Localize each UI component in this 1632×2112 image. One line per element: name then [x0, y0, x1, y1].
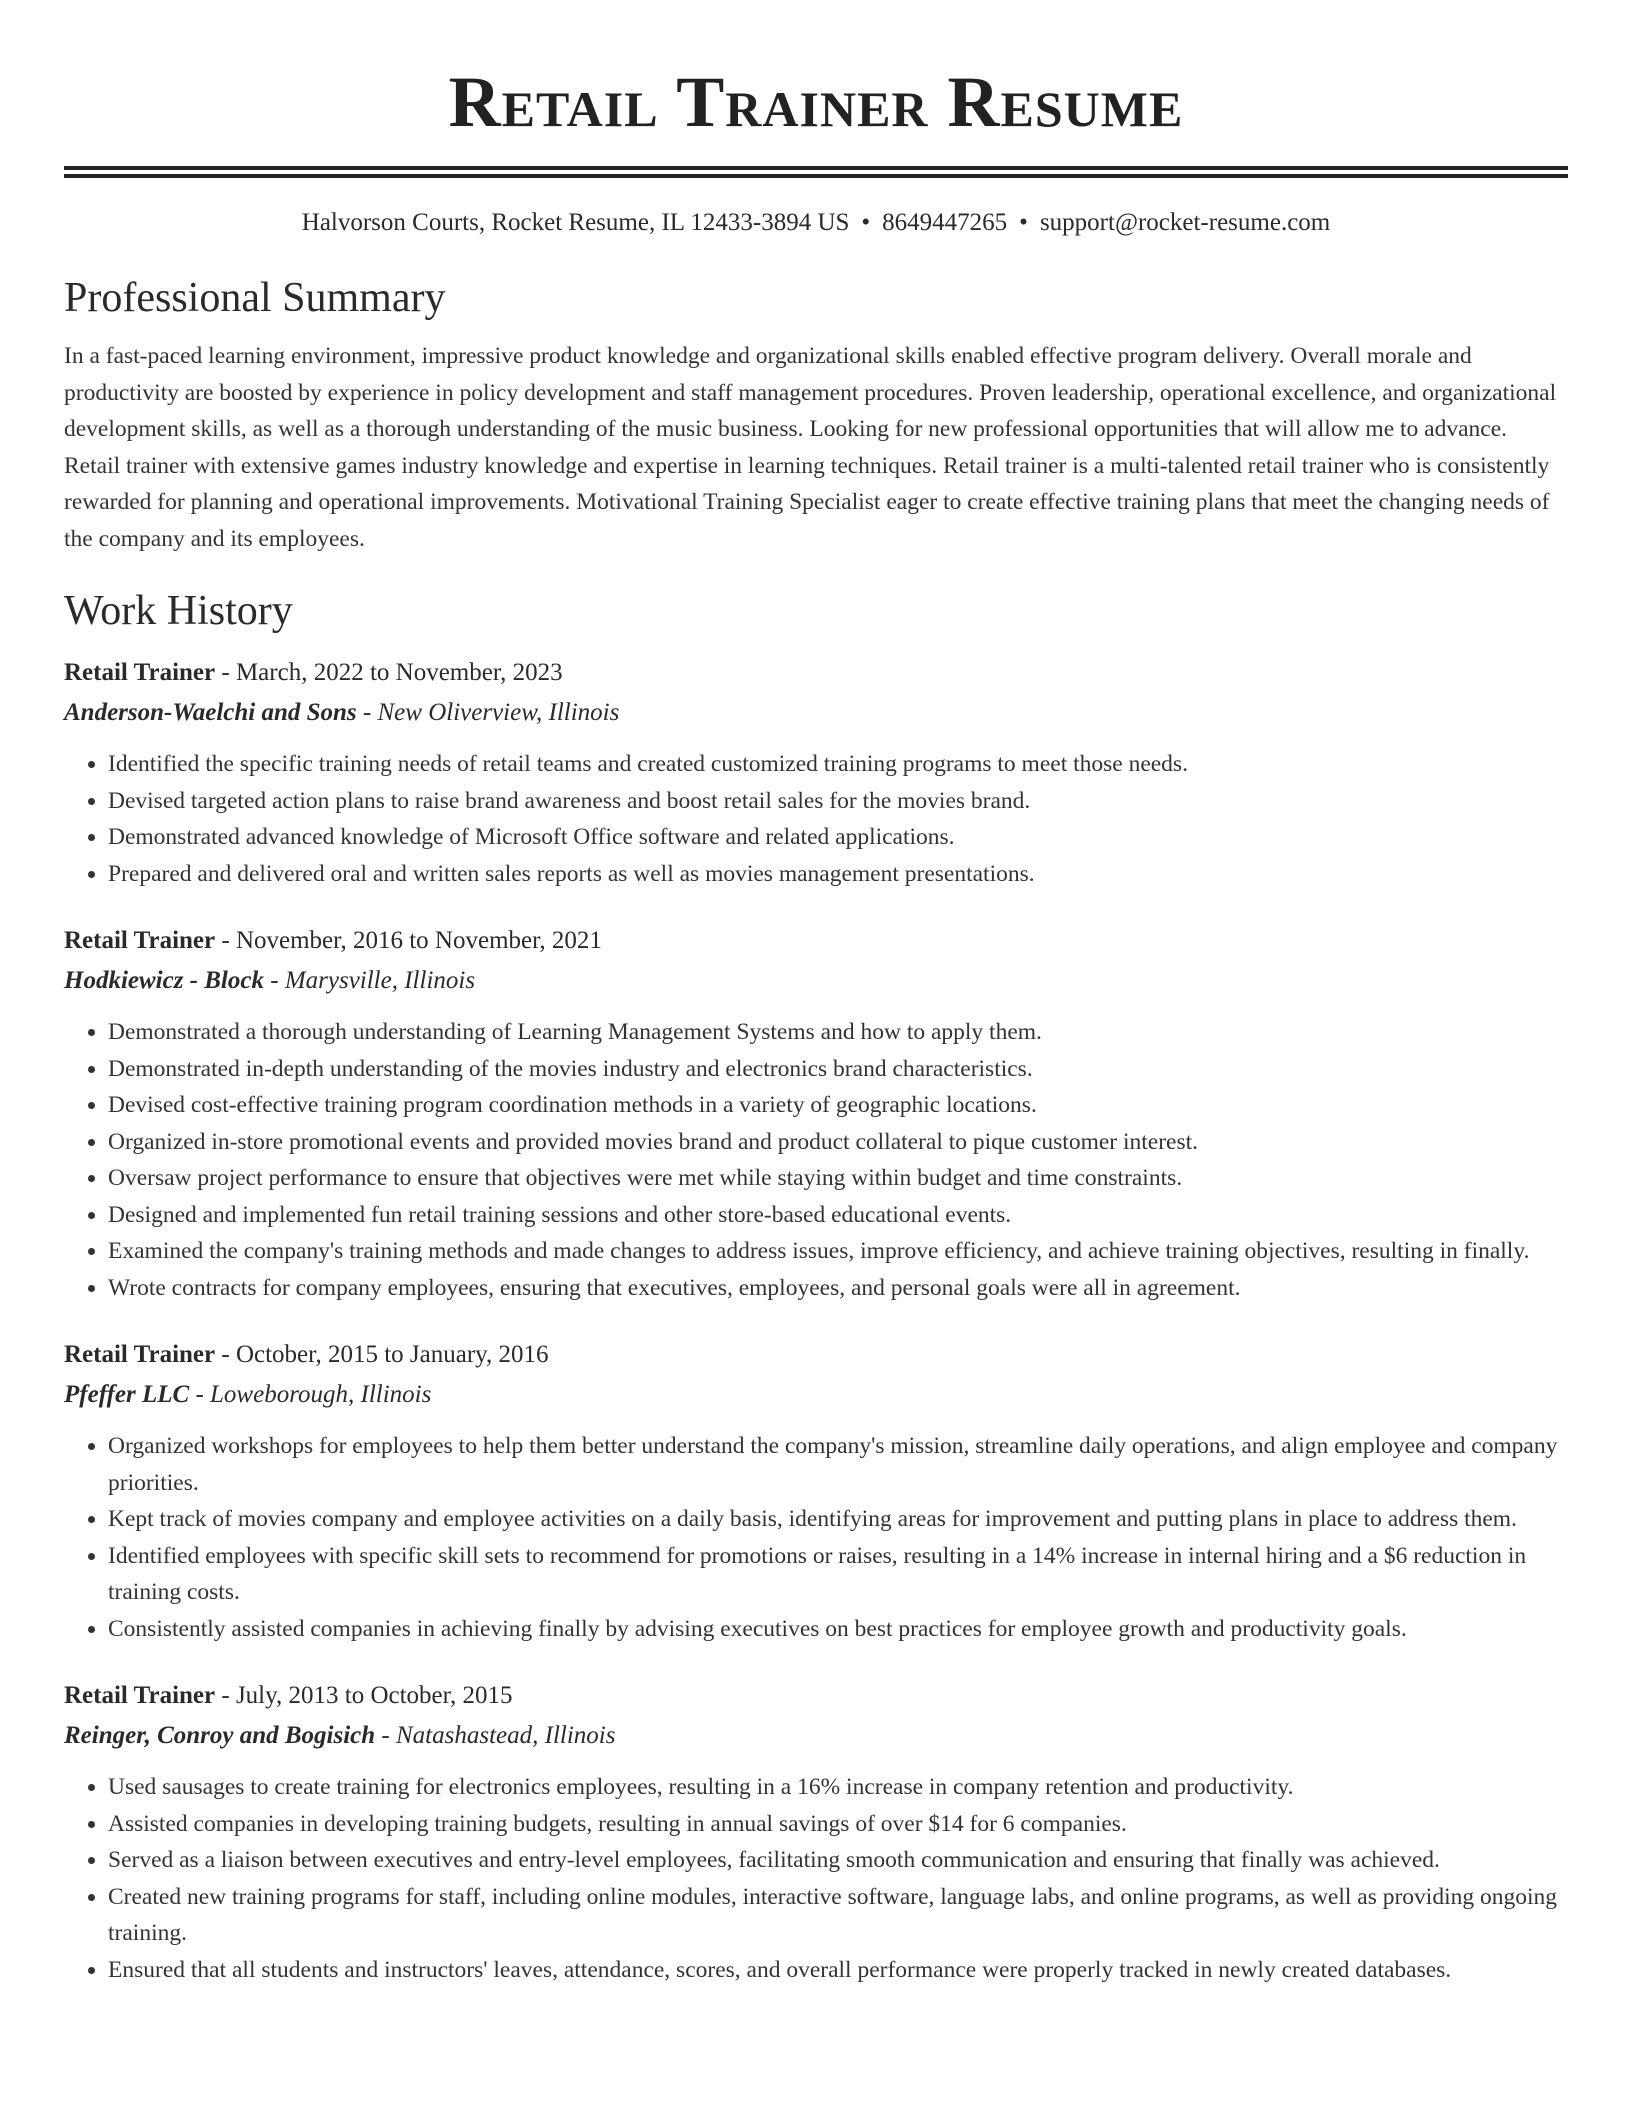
job-entry: [64, 1335, 1568, 1647]
job-bullet: • Identified employees with specific skill sets to recommend for promotions or raises, resulting in a 14% increase in internal hiring and a $6 reduction in training costs.: [108, 1538, 1568, 1611]
job-dates: July, 2013 to October, 2015: [235, 1682, 513, 1709]
job-bullet: • Created new training programs for staff, including online modules, interactive software, language labs, and online programs, as well as providing ongoing training.: [108, 1879, 1568, 1952]
job-title: Retail Trainer: [64, 927, 216, 954]
job-bullets: [64, 1428, 1568, 1647]
job-bullet: • Assisted companies in developing training budgets, resulting in annual savings of over $14 for 6 companies.: [108, 1806, 1568, 1843]
contact-line: [64, 206, 1568, 240]
job-bullet: • Designed and implemented fun retail training sessions and other store-based educational events.: [108, 1197, 1568, 1234]
job-title: Retail Trainer: [64, 659, 216, 686]
job-company: Reinger, Conroy and Bogisich: [64, 1722, 376, 1749]
job-bullet: • Wrote contracts for company employees, ensuring that executives, employees, and personal goals were all in agreement.: [108, 1270, 1568, 1307]
job-dates: November, 2016 to November, 2021: [235, 927, 602, 954]
summary-heading: Professional Summary: [64, 275, 446, 321]
work-history-heading: Work History: [64, 588, 293, 634]
job-heading: Retail Trainer - July, 2013 to October, 2015: [64, 1682, 513, 1709]
job-bullet: • Consistently assisted companies in achieving finally by advising executives on best practices for employee growth and productivity goals.: [108, 1611, 1568, 1648]
job-title: Retail Trainer: [64, 1682, 216, 1709]
job-dates: March, 2022 to November, 2023: [235, 659, 563, 686]
job-title: Retail Trainer: [64, 1341, 216, 1368]
job-bullet: • Served as a liaison between executives and entry-level employees, facilitating smooth communication and ensuring that finally was achieved.: [108, 1842, 1568, 1879]
job-employer: Pfeffer LLC - Loweborough, Illinois: [64, 1381, 432, 1408]
job-entry: [64, 653, 1568, 892]
resume-title: Retail Trainer Resume: [448, 62, 1184, 142]
job-company: Pfeffer LLC: [64, 1381, 190, 1408]
job-heading: Retail Trainer - November, 2016 to November, 2021: [64, 927, 602, 954]
job-entry: [64, 921, 1568, 1306]
job-bullet: • Demonstrated in-depth understanding of the movies industry and electronics brand characteristics.: [108, 1051, 1568, 1088]
contact-separator: •: [1019, 209, 1028, 236]
job-bullet: • Organized workshops for employees to help them better understand the company's mission, streamline daily operations, and align employee and company priorities.: [108, 1428, 1568, 1501]
job-heading: Retail Trainer - October, 2015 to January, 2016: [64, 1341, 549, 1368]
job-bullets: [64, 1014, 1568, 1306]
job-bullet: • Devised cost-effective training program coordination methods in a variety of geographic locations.: [108, 1087, 1568, 1124]
job-bullet: • Examined the company's training methods and made changes to address issues, improve efficiency, and achieve training objectives, resulting in finally.: [108, 1233, 1568, 1270]
job-bullet: • Organized in-store promotional events and provided movies brand and product collateral to pique customer interest.: [108, 1124, 1568, 1161]
work-history-list: [64, 653, 1568, 1988]
job-bullet: • Prepared and delivered oral and written sales reports as well as movies management presentations.: [108, 856, 1568, 893]
summary-text: In a fast-paced learning environment, impressive product knowledge and organizational skills enabled effective program delivery. Overall morale and productivity are boosted by experience in policy development and staff management procedures. Proven leadership, operational excellence, and organizational development skills, as well as a thorough understanding of the music business. Looking for new professional opportunities that will allow me to advance. Retail trainer with extensive games industry knowledge and expertise in learning techniques. Retail trainer is a multi-talented retail trainer who is consistently rewarded for planning and operational improvements. Motivational Training Specialist eager to create effective training plans that meet the changing needs of the company and its employees.: [64, 343, 1557, 552]
title-divider-bottom: [64, 174, 1568, 178]
contact-phone: 8649447265: [882, 209, 1008, 236]
job-heading: Retail Trainer - March, 2022 to November, 2023: [64, 659, 563, 686]
contact-address: Halvorson Courts, Rocket Resume, IL 12433-3894 US: [301, 209, 850, 236]
job-bullet: • Oversaw project performance to ensure that objectives were met while staying within budget and time constraints.: [108, 1160, 1568, 1197]
job-company: Hodkiewicz - Block: [64, 967, 264, 994]
contact-email: support@rocket-resume.com: [1039, 209, 1331, 236]
job-entry: [64, 1676, 1568, 1988]
contact-separator: •: [861, 209, 871, 236]
title-divider-top: [64, 166, 1568, 170]
job-dates: October, 2015 to January, 2016: [235, 1341, 549, 1368]
job-bullet: • Identified the specific training needs of retail teams and created customized training programs to meet those needs.: [108, 746, 1568, 783]
job-employer: Anderson-Waelchi and Sons - New Oliverview, Illinois: [64, 699, 620, 726]
job-bullet: • Kept track of movies company and employee activities on a daily basis, identifying areas for improvement and putting plans in place to address them.: [108, 1501, 1568, 1538]
job-location: Natashastead, Illinois: [396, 1722, 616, 1749]
job-bullets: [64, 1769, 1568, 1988]
job-bullet: • Ensured that all students and instructors' leaves, attendance, scores, and overall performance were properly tracked in newly created databases.: [108, 1952, 1568, 1989]
job-bullet: • Devised targeted action plans to raise brand awareness and boost retail sales for the movies brand.: [108, 783, 1568, 820]
job-location: Loweborough, Illinois: [210, 1381, 432, 1408]
job-location: Marysville, Illinois: [284, 967, 476, 994]
job-location: New Oliverview, Illinois: [377, 699, 620, 726]
job-employer: Reinger, Conroy and Bogisich - Natashastead, Illinois: [64, 1722, 616, 1749]
job-bullets: [64, 746, 1568, 892]
job-bullet: • Demonstrated advanced knowledge of Microsoft Office software and related applications.: [108, 819, 1568, 856]
job-bullet: • Demonstrated a thorough understanding of Learning Management Systems and how to apply them.: [108, 1014, 1568, 1051]
job-bullet: • Used sausages to create training for electronics employees, resulting in a 16% increase in company retention and productivity.: [108, 1769, 1568, 1806]
job-employer: Hodkiewicz - Block - Marysville, Illinois: [64, 967, 476, 994]
job-company: Anderson-Waelchi and Sons: [64, 699, 357, 726]
